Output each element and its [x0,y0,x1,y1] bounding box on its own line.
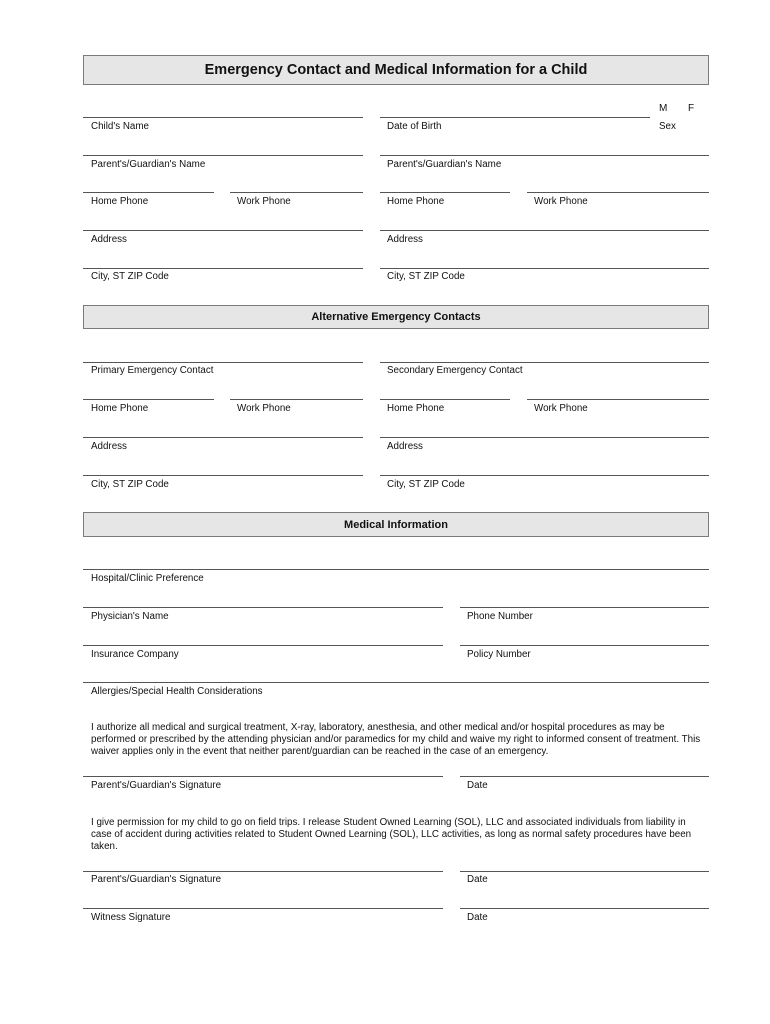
city-field-left[interactable] [83,268,363,269]
witness-signature-label: Witness Signature [91,912,171,923]
trip-date-field[interactable] [460,871,709,872]
alt-work-phone-field-right[interactable] [527,399,709,400]
trip-signature-label: Parent's/Guardian's Signature [91,874,222,885]
alt-address-field-left[interactable] [83,437,363,438]
auth-date-label: Date [467,780,488,791]
parent-name-label-left: Parent's/Guardian's Name [91,159,206,170]
hospital-field[interactable] [83,569,709,570]
secondary-contact-label: Secondary Emergency Contact [387,365,523,376]
work-phone-field-left[interactable] [230,192,363,193]
alt-city-label-left: City, ST ZIP Code [91,479,169,490]
address-label-left: Address [91,234,127,245]
address-field-right[interactable] [380,230,709,231]
authorization-text: I authorize all medical and surgical treatment, X-ray, laboratory, anesthesia, and other medical and/or hospital procedures as may be performed or prescribed by the attending physician and/or paramedics for my child and waive my right to informed consent of treatment. This waiver applies only in the event that neither parent/guardian can be reached in the case of an emergency. [91,722,701,757]
city-label-left: City, ST ZIP Code [91,271,169,282]
work-phone-field-right[interactable] [527,192,709,193]
sex-male-option[interactable]: M [659,103,668,114]
home-phone-label-left: Home Phone [91,196,149,207]
auth-date-field[interactable] [460,776,709,777]
sex-label: Sex [659,121,676,132]
insurance-field[interactable] [83,645,443,646]
policy-number-field[interactable] [460,645,709,646]
date-of-birth-label: Date of Birth [387,121,442,132]
parent-name-field-right[interactable] [380,155,709,156]
childs-name-label: Child's Name [91,121,149,132]
auth-signature-label: Parent's/Guardian's Signature [91,780,222,791]
form-title: Emergency Contact and Medical Information for a Child [83,55,709,85]
sex-female-option[interactable]: F [688,103,695,114]
auth-signature-field[interactable] [83,776,443,777]
alt-work-phone-label-left: Work Phone [237,403,291,414]
alt-work-phone-field-left[interactable] [230,399,363,400]
home-phone-field-left[interactable] [83,192,214,193]
work-phone-label-left: Work Phone [237,196,291,207]
witness-date-field[interactable] [460,908,709,909]
alt-address-field-right[interactable] [380,437,709,438]
alt-city-field-left[interactable] [83,475,363,476]
childs-name-field[interactable] [83,117,363,118]
alt-work-phone-label-right: Work Phone [534,403,588,414]
alt-home-phone-label-right: Home Phone [387,403,445,414]
physician-field[interactable] [83,607,443,608]
date-of-birth-field[interactable] [380,117,650,118]
work-phone-label-right: Work Phone [534,196,588,207]
alt-city-label-right: City, ST ZIP Code [387,479,465,490]
parent-name-field-left[interactable] [83,155,363,156]
witness-signature-field[interactable] [83,908,443,909]
primary-contact-field[interactable] [83,362,363,363]
trip-signature-field[interactable] [83,871,443,872]
city-label-right: City, ST ZIP Code [387,271,465,282]
alt-contacts-header: Alternative Emergency Contacts [83,305,709,329]
phone-number-field[interactable] [460,607,709,608]
primary-contact-label: Primary Emergency Contact [91,365,214,376]
witness-date-label: Date [467,912,488,923]
field-trip-text: I give permission for my child to go on field trips. I release Student Owned Learning (SOL), LLC and associated individuals from liability in case of accident during activities related to Student Owned Learning (SOL), LLC activities, as long as normal safety procedures have been taken. [91,817,692,852]
alt-city-field-right[interactable] [380,475,709,476]
trip-date-label: Date [467,874,488,885]
alt-home-phone-field-left[interactable] [83,399,214,400]
medical-info-header: Medical Information [83,512,709,537]
secondary-contact-field[interactable] [380,362,709,363]
policy-number-label: Policy Number [467,649,531,660]
alt-home-phone-label-left: Home Phone [91,403,149,414]
allergies-field[interactable] [83,682,709,683]
alt-address-label-left: Address [91,441,127,452]
alt-address-label-right: Address [387,441,423,452]
physician-label: Physician's Name [91,611,169,622]
allergies-label: Allergies/Special Health Considerations [91,686,263,697]
city-field-right[interactable] [380,268,709,269]
phone-number-label: Phone Number [467,611,533,622]
home-phone-field-right[interactable] [380,192,510,193]
address-field-left[interactable] [83,230,363,231]
alt-home-phone-field-right[interactable] [380,399,510,400]
insurance-label: Insurance Company [91,649,179,660]
home-phone-label-right: Home Phone [387,196,445,207]
hospital-label: Hospital/Clinic Preference [91,573,204,584]
parent-name-label-right: Parent's/Guardian's Name [387,159,502,170]
address-label-right: Address [387,234,423,245]
